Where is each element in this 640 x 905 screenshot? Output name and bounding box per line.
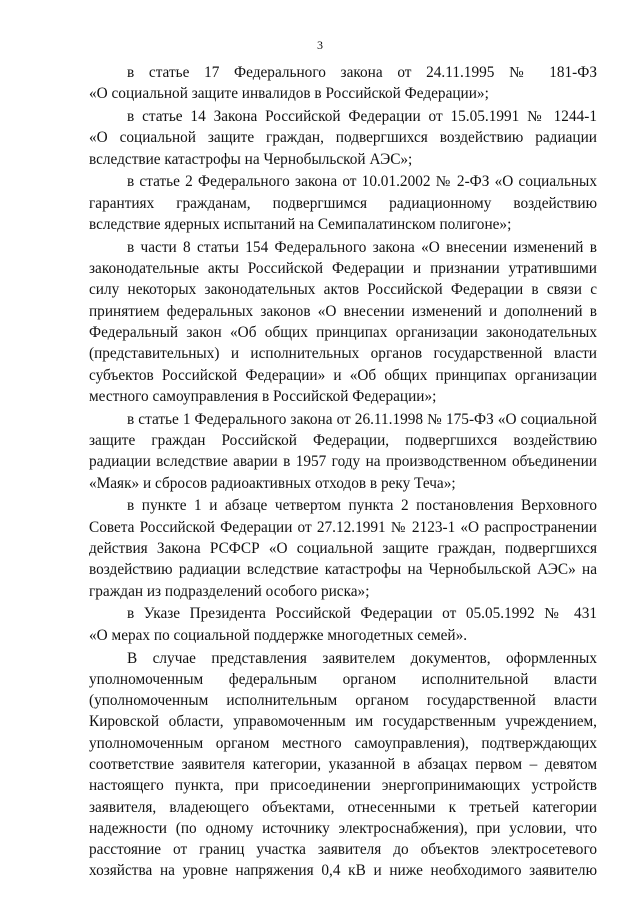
paragraph: [89, 603, 597, 646]
text-line: радиации вследствие аварии в 1957 году на производственном объединении: [89, 453, 597, 471]
paragraph: [89, 648, 597, 882]
text-line: «О социальной защите инвалидов в Российской Федерации»;: [89, 85, 489, 103]
text-line: воздействию радиации вследствие катастрофы на Чернобыльской АЭС» на: [89, 561, 597, 579]
paragraph: [89, 106, 597, 170]
text-line: надежности (по одному источнику электроснабжения), при условии, что: [89, 819, 597, 837]
text-line: законодательные акты Российской Федерации и признании утратившими: [89, 260, 597, 278]
text-line: Федеральный закон «Об общих принципах организации законодательных: [89, 324, 597, 342]
text-line: хозяйства на уровне напряжения 0,4 кВ и ниже необходимого заявителю: [89, 862, 597, 880]
text-line: в пункте 1 и абзаце четвертом пункта 2 постановления Верховного: [127, 497, 597, 515]
paragraph: [89, 409, 597, 494]
text-line: «О мерах по социальной поддержке многодетных семей».: [89, 626, 468, 644]
paragraph: [89, 495, 597, 601]
text-line: расстояние от границ участка заявителя до объектов электросетевого: [89, 841, 597, 859]
text-line: (представительных) и исполнительных органов государственной власти: [89, 345, 597, 363]
text-line: настоящего пункта, при присоединении энергопринимающих устройств: [89, 777, 597, 795]
text-line: в статье 1 Федерального закона от 26.11.1998 № 175-ФЗ «О социальной: [127, 410, 597, 428]
text-line: гарантиях гражданам, подвергшимся радиационному воздействию: [89, 194, 597, 212]
text-line: «Маяк» и сбросов радиоактивных отходов в реку Теча»;: [89, 474, 456, 492]
text-line: в части 8 статьи 154 Федерального закона «О внесении изменений в: [127, 238, 597, 256]
text-line: вследствие ядерных испытаний на Семипалатинском полигоне»;: [89, 216, 512, 234]
text-line: в статье 2 Федерального закона от 10.01.2002 № 2-ФЗ «О социальных: [127, 173, 597, 191]
paragraph: [89, 171, 597, 235]
text-line: (уполномоченным исполнительным органом государственной власти: [89, 692, 597, 710]
text-line: соответствие заявителя категории, указанной в абзацах первом – девятом: [89, 756, 597, 773]
text-line: уполномоченным федеральным органом исполнительной власти: [89, 670, 597, 688]
text-line: граждан из подразделений особого риска»;: [89, 582, 370, 600]
text-line: в статье 14 Закона Российской Федерации от 15.05.1991 № 1244-1: [127, 108, 597, 126]
text-line: защите граждан Российской Федерации, подвергшихся воздействию: [89, 432, 597, 450]
document-body: [89, 62, 597, 883]
text-line: в статье 17 Федерального закона от 24.11.1995 № 181-ФЗ: [127, 64, 597, 81]
paragraph: [89, 237, 597, 407]
text-line: субъектов Российской Федерации» и «Об общих принципах организации: [89, 366, 597, 384]
text-line: в Указе Президента Российской Федерации от 05.05.1992 № 431: [127, 605, 597, 623]
text-line: заявителя, владеющего объектами, отнесенными к третьей категории: [89, 798, 597, 816]
page-number: 3: [317, 38, 323, 52]
text-line: Кировской области, управомоченным им государственным учреждением,: [89, 713, 597, 731]
text-line: местного самоуправления в Российской Федерации»;: [89, 387, 437, 405]
text-line: вследствие катастрофы на Чернобыльской АЭС»;: [89, 150, 413, 168]
text-line: уполномоченным органом местного самоуправления), подтверждающих: [89, 734, 597, 752]
paragraph: [89, 62, 597, 105]
text-line: «О социальной защите граждан, подвергшихся воздействию радиации: [89, 129, 597, 147]
text-line: В случае представления заявителем документов, оформленных: [127, 649, 597, 667]
text-line: принятием федеральных законов «О внесении изменений и дополнений в: [89, 302, 597, 320]
text-line: Совета Российской Федерации от 27.12.1991 № 2123-1 «О распространении: [89, 518, 597, 536]
text-line: действия Закона РСФСР «О социальной защите граждан, подвергшихся: [89, 540, 597, 558]
text-line: силу некоторых законодательных актов Российской Федерации в связи с: [89, 281, 597, 299]
